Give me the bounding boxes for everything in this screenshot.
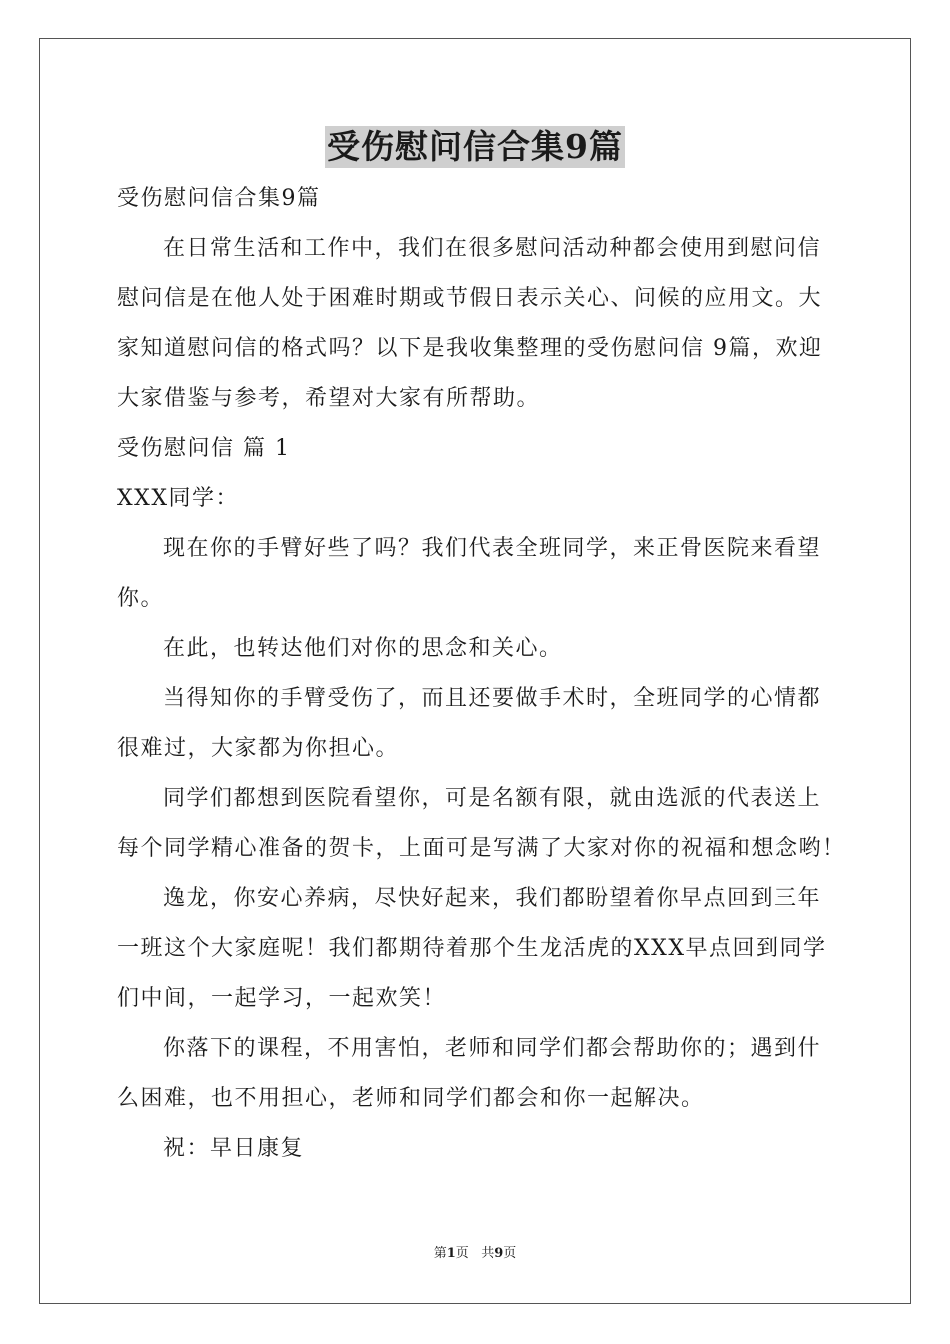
footer-page-number: 1 <box>446 1246 456 1261</box>
footer-page-total: 9 <box>494 1246 504 1261</box>
closing-wish: 祝：早日康复 <box>163 1136 305 1161</box>
footer-prefix: 第 <box>433 1246 447 1261</box>
paragraph-line: 大家借鉴与参考，希望对大家有所帮助。 <box>117 386 541 411</box>
paragraph-line: 你落下的课程，不用害怕，老师和同学们都会帮助你的；遇到什 <box>163 1036 822 1061</box>
section-heading: 受伤慰问信 篇 1 <box>117 436 291 461</box>
paragraph-line: 们中间，一起学习，一起欢笑！ <box>117 986 447 1011</box>
title-container <box>0 126 950 168</box>
paragraph-line: 当得知你的手臂受伤了，而且还要做手术时，全班同学的心情都 <box>163 686 822 711</box>
paragraph-line: 一班这个大家庭呢！我们都期待着那个生龙活虎的XXX早点回到同学 <box>117 936 827 961</box>
paragraph-line: 在此，也转达他们对你的思念和关心。 <box>163 636 563 661</box>
paragraph-line: 每个同学精心准备的贺卡，上面可是写满了大家对你的祝福和想念哟！ <box>117 836 846 861</box>
paragraph-line: 很难过，大家都为你担心。 <box>117 736 400 761</box>
subtitle-line: 受伤慰问信合集9篇 <box>117 186 321 211</box>
paragraph-line: 你。 <box>117 586 165 611</box>
page-footer <box>0 1245 950 1263</box>
salutation: XXX同学： <box>117 486 239 511</box>
paragraph-line: 同学们都想到医院看望你，可是名额有限，就由选派的代表送上 <box>163 786 822 811</box>
paragraph-line: 家知道慰问信的格式吗？以下是我收集整理的受伤慰问信 9篇，欢迎 <box>117 336 823 361</box>
paragraph-line: 现在你的手臂好些了吗？我们代表全班同学，来正骨医院来看望 <box>163 536 822 561</box>
paragraph-line: 慰问信是在他人处于困难时期或节假日表示关心、问候的应用文。大 <box>117 286 823 311</box>
footer-mid: 页 共 <box>455 1246 495 1261</box>
paragraph-line: 么困难，也不用担心，老师和同学们都会和你一起解决。 <box>117 1086 705 1111</box>
paragraph-line: 逸龙，你安心养病，尽快好起来，我们都盼望着你早点回到三年 <box>163 886 822 911</box>
footer-suffix: 页 <box>503 1246 517 1261</box>
document-title: 受伤慰问信合集9篇 <box>327 127 623 166</box>
paragraph-line: 在日常生活和工作中，我们在很多慰问活动种都会使用到慰问信 <box>163 236 822 261</box>
page-border <box>39 38 911 1304</box>
